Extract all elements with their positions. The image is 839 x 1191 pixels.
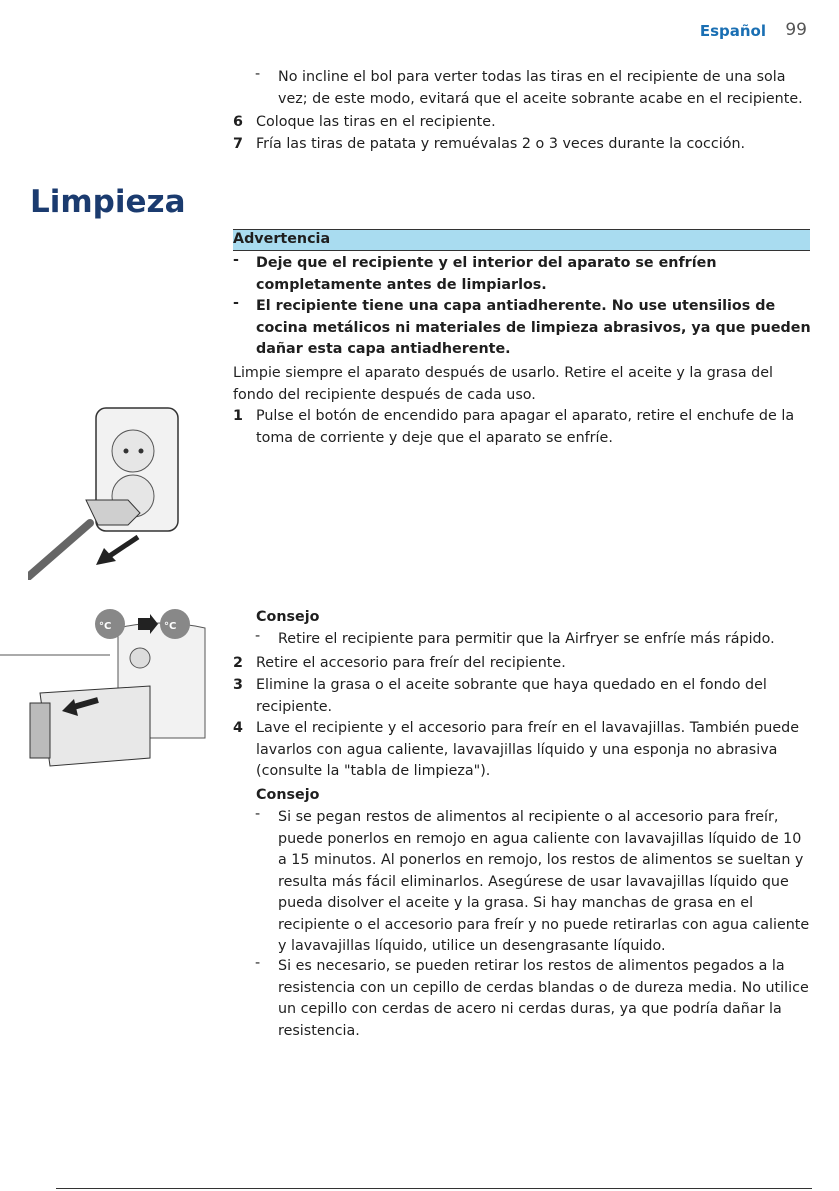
step-2: 2 Retire el accesorio para freír del recipiente. <box>233 655 566 671</box>
footer-divider <box>56 1188 812 1189</box>
step-6: 6 Coloque las tiras en el recipiente. <box>233 114 496 130</box>
dash-bullet: - <box>255 66 261 82</box>
tip-item: - Si se pegan restos de alimentos al recipiente o al accesorio para freír, puede ponerlos en remojo en agua caliente con lavavajillas líquido de 10 a 15 minutos. Al ponerlos en remojo, los restos de alimentos se sueltan y resulta más fácil eliminarlos. Asegúrese de usar lavavajillas líquido que pueda disolver el aceite y la grasa. Si hay manchas de grasa en el recipiente o el accesorio para freír y no puede retirarlas con agua caliente y lavavajillas líquido, utilice un desengrasante líquido. <box>255 806 810 954</box>
temp-hot-label: °C <box>99 621 112 632</box>
step-1: 1 Pulse el botón de encendido para apagar el aparato, retire el enchufe de la toma de corriente y deje que el aparato se enfríe. <box>233 408 795 446</box>
warning-item: - Deje que el recipiente y el interior del aparato se enfríen completamente antes de limpiarlos. <box>233 252 717 293</box>
step-7: 7 Fría las tiras de patata y remuévalas 2 o 3 veces durante la cocción. <box>233 136 746 152</box>
tip-item: - Si es necesario, se pueden retirar los restos de alimentos pegados a la resistencia con un cepillo de cerdas blandas o de dureza media. No utilice un cepillo con cerdas de acero ni cerdas duras, ya que podría dañar la resistencia. <box>255 955 809 1039</box>
tip-item: - Retire el recipiente para permitir que la Airfryer se enfríe más rápido. <box>255 628 775 647</box>
tip-label: Consejo <box>256 609 320 625</box>
dash-bullet: - <box>233 252 239 268</box>
warning-label: Advertencia <box>233 231 331 247</box>
warning-bar <box>233 229 810 251</box>
warning-item: - El recipiente tiene una capa antiadherente. No use utensilios de cocina metálicos ni materiales de limpieza abrasivos, ya que pueden dañar esta capa antiadherente. <box>233 295 811 357</box>
unplug-illustration <box>28 405 188 580</box>
dash-bullet: - <box>233 295 239 311</box>
section-title: Limpieza <box>30 184 186 220</box>
page-number: 99 <box>785 20 807 40</box>
step-4: 4 Lave el recipiente y el accesorio para freír en el lavavajillas. También puede lavarlos con agua caliente, lavavajillas líquido y una esponja no abrasiva (consulte la "tabla de limpieza"). <box>233 720 800 779</box>
dash-bullet: - <box>255 628 261 644</box>
intro-paragraph: Limpie siempre el aparato después de usarlo. Retire el aceite y la grasa del fondo del recipiente después de cada uso. <box>233 365 774 403</box>
intro-tip-item: - No incline el bol para verter todas las tiras en el recipiente de una sola vez; de este modo, evitará que el aceite sobrante acabe en el recipiente. <box>255 66 803 107</box>
header-language: Español <box>699 22 766 40</box>
tip-label: Consejo <box>256 787 320 803</box>
airfryer-illustration <box>0 608 215 773</box>
dash-bullet: - <box>255 955 261 971</box>
dash-bullet: - <box>255 806 261 822</box>
step-3: 3 Elimine la grasa o el aceite sobrante que haya quedado en el fondo del recipiente. <box>233 677 767 715</box>
temp-cool-label: °C <box>164 621 177 632</box>
